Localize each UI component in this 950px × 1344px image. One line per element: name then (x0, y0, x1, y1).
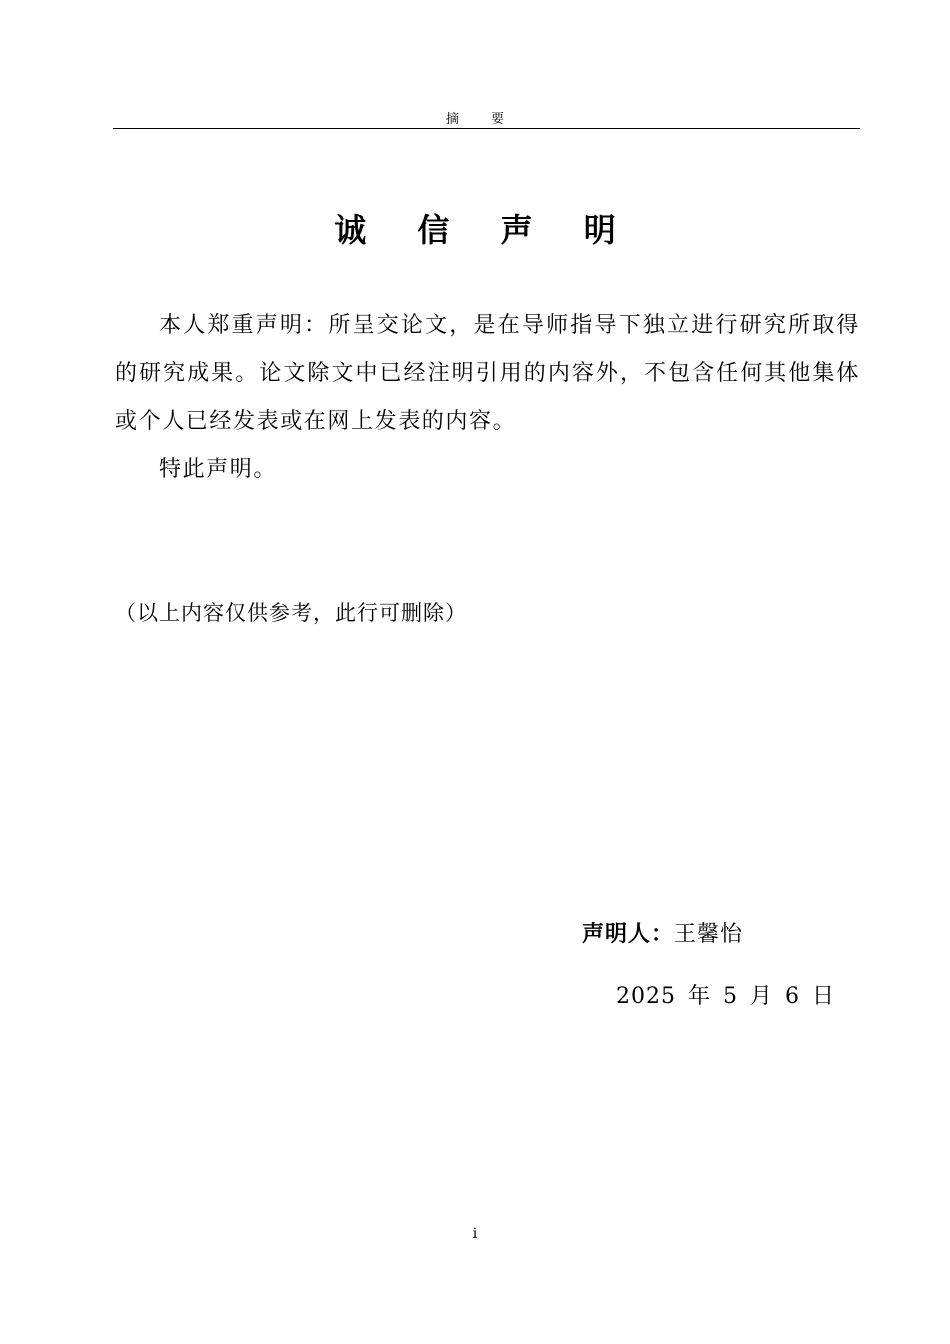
page-title: 诚 信 声 明 (334, 211, 636, 249)
deletable-note: （以上内容仅供参考，此行可删除） (115, 601, 467, 625)
signature-label: 声明人： (582, 921, 675, 947)
header-rule (113, 128, 860, 129)
signature-name: 王馨怡 (674, 922, 744, 947)
signature-date: 2025 年 5 月 6 日 (616, 984, 835, 1009)
running-header: 摘 要 (445, 112, 519, 127)
declaration-body (115, 302, 860, 494)
declaration-closing: 特此声明。 (159, 457, 278, 482)
signature-line (582, 914, 743, 955)
page-number: i (472, 1226, 478, 1242)
declaration-paragraph: 本人郑重声明：所呈交论文，是在导师指导下独立进行研究所取得的研究成果。论文除文中已经注明引用的内容外，不包含任何其他集体或个人已经发表或在网上发表的内容。 (115, 313, 860, 434)
